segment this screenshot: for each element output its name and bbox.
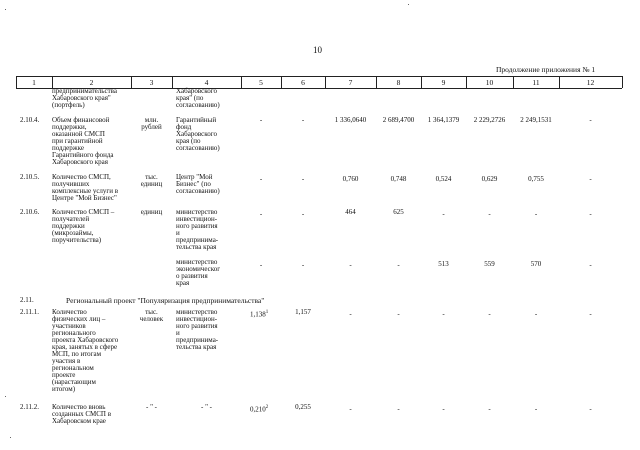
scan-speck: [408, 4, 409, 5]
executor: Хабаровского края" (по согласованию): [176, 87, 220, 109]
value-col8: 625: [393, 208, 404, 216]
value-col6: -: [301, 261, 305, 269]
value-col9: 0,524: [435, 175, 452, 183]
value-col8: 0,748: [390, 175, 407, 183]
value-col6: -: [301, 175, 305, 183]
value-col9: -: [442, 210, 445, 218]
value-col6: -: [301, 116, 305, 124]
indicator-name: Количество физических лиц – участников регионального проекта Хабаровского края, занятых в сфере МСП, по итогам участия в региональном проекте (нарастающим итогом): [52, 308, 119, 393]
scan-speck: [5, 9, 6, 10]
value-col9: 1 364,1379: [427, 116, 460, 124]
column-number: 2: [89, 78, 94, 87]
value-col5: -: [259, 116, 263, 124]
executor: Гарантийный фонд Хабаровского края (по согласованию): [176, 116, 220, 152]
column-number: 12: [586, 78, 595, 87]
value-col6: -: [301, 210, 305, 218]
value-col9: -: [442, 310, 445, 318]
value-col12: -: [589, 261, 592, 269]
executor: Центр "Мой Бизнес" (по согласованию): [176, 173, 220, 195]
executor: министерство инвестицион- ного развития и предпринима- тельства края: [176, 208, 219, 251]
value-col5-number: 0,210: [250, 405, 266, 414]
value-col7: 0,760: [342, 175, 359, 183]
value-col12: -: [589, 210, 592, 218]
indicator-name: Объем финансовой поддержки, оказанной СМСП при гарантийной поддержке Гарантийного фонда Хабаровского края: [52, 116, 114, 166]
column-number: 1: [32, 78, 36, 87]
row-number: 2.11.2.: [20, 403, 39, 411]
column-separator: [622, 76, 623, 88]
value-col11: -: [534, 405, 538, 413]
value-col9: 513: [438, 260, 449, 268]
row-number: 2.10.5.: [20, 173, 40, 181]
column-number: 6: [301, 78, 305, 87]
scan-speck: [5, 396, 6, 397]
value-col5: -: [259, 175, 263, 183]
value-col11: -: [534, 210, 538, 218]
value-col10: -: [488, 310, 491, 318]
value-col7: 1 336,0640: [334, 116, 367, 124]
header-top-rule: [16, 76, 622, 77]
executor: - " -: [200, 403, 213, 411]
row-number: 2.11.1.: [20, 308, 39, 316]
indicator-name: Количество СМСП, получивших комплексные услуги в Центре "Мой Бизнес": [52, 173, 119, 202]
scan-speck: [10, 437, 11, 438]
unit: единиц: [140, 208, 163, 216]
footnote-marker: 2: [265, 405, 269, 410]
section-number: 2.11.: [20, 296, 34, 304]
unit: тыс. единиц: [140, 173, 163, 188]
value-col10: -: [488, 405, 491, 413]
unit: тыс. человек: [139, 308, 164, 323]
value-col11: 570: [530, 260, 542, 268]
section-title: Региональный проект "Популяризация предпринимательства": [66, 296, 265, 305]
value-col12: -: [589, 405, 592, 413]
value-col6: 0,255: [295, 403, 311, 411]
value-col11: -: [534, 310, 538, 318]
executor: министерство инвестицион- ного развития и предпринима- тельства края: [176, 308, 219, 351]
column-number: 10: [485, 78, 494, 87]
indicator-name: Количество вновь созданных СМСП в Хабаровском крае: [52, 403, 112, 425]
column-number: 4: [204, 78, 209, 87]
column-number: 7: [348, 78, 353, 87]
value-col10: -: [488, 210, 491, 218]
value-col8: -: [397, 261, 400, 269]
indicator-name: Количество СМСП – получателей поддержки (микрозаймы, поручительства): [52, 208, 115, 244]
value-col11: 2 249,1531: [520, 116, 552, 124]
executor: министерство экономическог о развития края: [176, 258, 221, 287]
value-col5: -: [259, 210, 263, 218]
unit: - " -: [145, 403, 158, 411]
column-number: 3: [149, 78, 154, 87]
value-col5: [250, 309, 268, 318]
value-col7: 464: [345, 208, 356, 216]
value-col6: 1,157: [295, 308, 311, 316]
row-number: 2.10.6.: [20, 208, 40, 216]
value-col10: 559: [484, 260, 495, 268]
value-col7: -: [349, 310, 352, 318]
unit: млн. рублей: [141, 116, 162, 131]
column-number: 9: [441, 78, 446, 87]
value-col12: -: [589, 175, 592, 183]
value-col11: 0,755: [528, 175, 544, 183]
appendix-continuation-note: Продолжение приложения № 1: [496, 65, 596, 74]
footnote-marker: 1: [265, 310, 269, 315]
value-col7: -: [349, 261, 352, 269]
value-col7: -: [349, 405, 352, 413]
column-number: 5: [259, 78, 263, 87]
value-col8: -: [397, 310, 400, 318]
column-number: 11: [532, 78, 540, 87]
column-number: 8: [396, 78, 401, 87]
value-col12: -: [589, 310, 592, 318]
row-number: 2.10.4.: [20, 116, 40, 124]
value-col10: 2 229,2726: [473, 116, 506, 124]
indicator-name: предпринимательства Хабаровского края" (портфель): [52, 87, 117, 109]
value-col8: -: [397, 405, 400, 413]
value-col10: 0,629: [481, 175, 498, 183]
value-col5: [250, 404, 268, 413]
value-col9: -: [442, 405, 445, 413]
value-col12: -: [589, 116, 592, 124]
value-col5-number: 1,138: [250, 310, 266, 319]
value-col5: -: [259, 261, 263, 269]
value-col8: 2 689,4700: [382, 116, 415, 124]
page-number: 10: [313, 45, 322, 55]
